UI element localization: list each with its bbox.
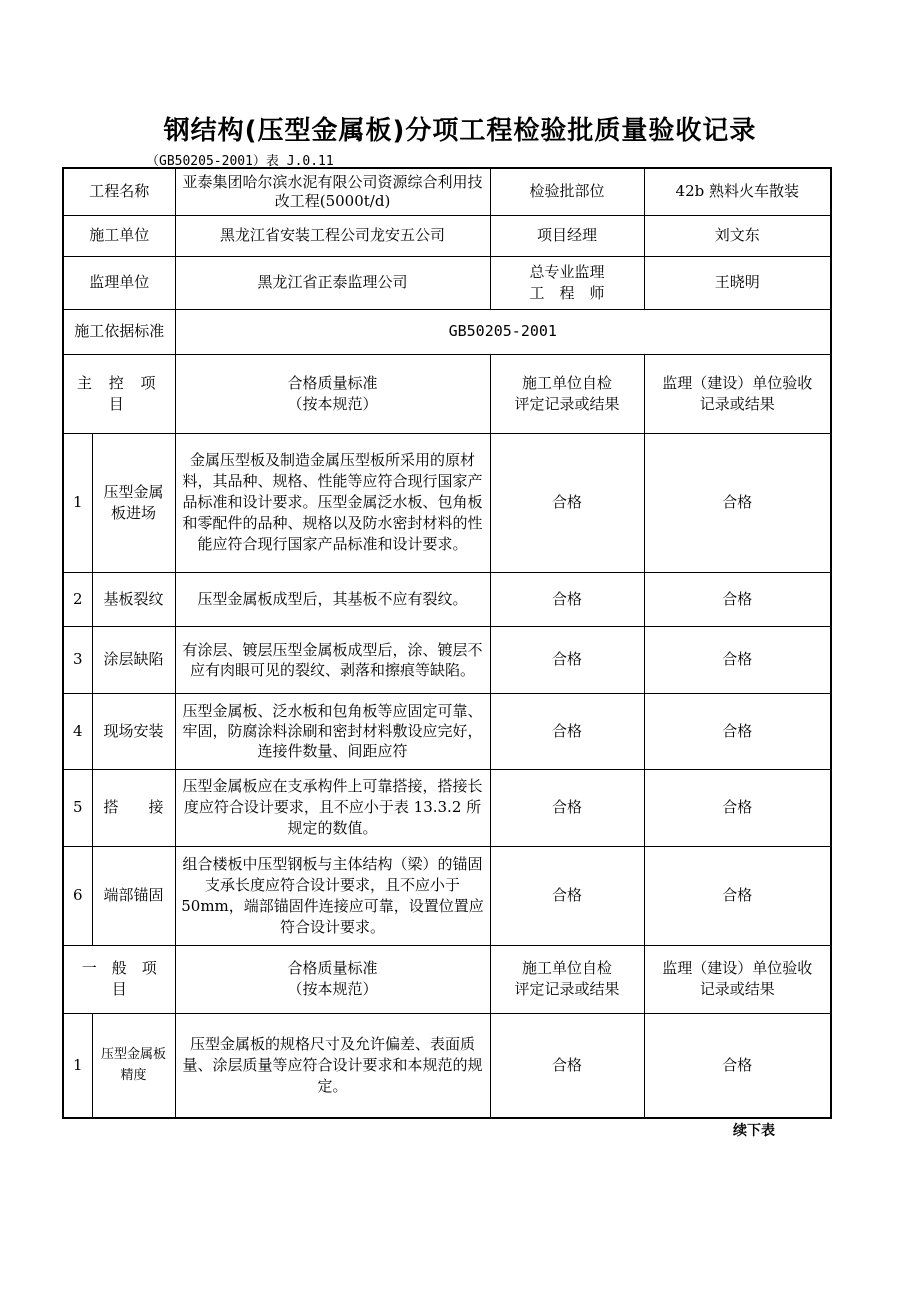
item-name: 搭 接 <box>92 769 175 846</box>
main-standard-header-line2: （按本规范） <box>287 394 378 413</box>
item-name: 基板裂纹 <box>92 572 175 626</box>
item-self-check-result: 合格 <box>490 846 644 945</box>
table-row <box>63 433 831 572</box>
item-number: 1 <box>63 433 92 572</box>
contractor-value: 黑龙江省安装工程公司龙安五公司 <box>175 215 490 256</box>
inspection-part-label: 检验批部位 <box>490 168 644 215</box>
general-standard-header <box>175 945 490 1013</box>
main-standard-header <box>175 354 490 433</box>
chief-engineer-label-line2: 工 程 师 <box>529 283 605 302</box>
table-row <box>63 846 831 945</box>
main-self-check-header <box>490 354 644 433</box>
table-row <box>63 693 831 769</box>
inspection-record-table <box>62 167 832 1119</box>
item-name: 现场安装 <box>92 693 175 769</box>
general-supervision-header-line2: 记录或结果 <box>699 980 775 998</box>
item-self-check-result: 合格 <box>490 693 644 769</box>
table-row <box>63 1013 831 1118</box>
item-number: 1 <box>63 1013 92 1118</box>
main-standard-header-line1: 合格质量标准 <box>287 373 378 392</box>
item-standard: 金属压型板及制造金属压型板所采用的原材料，其品种、规格、性能等应符合现行国家产品标准和设计要求。压型金属泛水板、包角板和零配件的品种、规格以及防水密封材料的性能应符合现行国家产品标准和设计要求。 <box>175 433 490 572</box>
general-self-check-header-line2: 评定记录或结果 <box>514 980 620 998</box>
table-row <box>63 626 831 693</box>
general-supervision-header <box>644 945 831 1013</box>
item-standard: 有涂层、镀层压型金属板成型后，涂、镀层不应有肉眼可见的裂纹、剥落和擦痕等缺陷。 <box>175 626 490 693</box>
item-standard: 压型金属板的规格尺寸及允许偏差、表面质量、涂层质量等应符合设计要求和本规范的规定。 <box>175 1013 490 1118</box>
item-standard: 压型金属板应在支承构件上可靠搭接，搭接长度应符合设计要求，且不应小于表 13.3.2 所规定的数值。 <box>175 769 490 846</box>
item-name: 涂层缺陷 <box>92 626 175 693</box>
supervisor-row <box>63 256 831 309</box>
main-supervision-header-line1: 监理（建设）单位验收 <box>662 373 813 392</box>
item-standard: 压型金属板成型后，其基板不应有裂纹。 <box>175 572 490 626</box>
item-name: 压型金属板精度 <box>92 1013 175 1118</box>
contractor-row <box>63 215 831 256</box>
table-row <box>63 572 831 626</box>
item-supervision-result: 合格 <box>644 626 831 693</box>
chief-engineer-label <box>490 256 644 309</box>
general-section-label: 一 般 项 目 <box>63 945 175 1013</box>
item-supervision-result: 合格 <box>644 769 831 846</box>
continue-note: 续下表 <box>733 1123 775 1139</box>
item-self-check-result: 合格 <box>490 626 644 693</box>
item-supervision-result: 合格 <box>644 846 831 945</box>
supervisor-value: 黑龙江省正泰监理公司 <box>175 256 490 309</box>
item-supervision-result: 合格 <box>644 693 831 769</box>
chief-engineer-value: 王晓明 <box>644 256 831 309</box>
main-self-check-header-line2: 评定记录或结果 <box>514 394 620 413</box>
form-code: （GB50205-2001）表 J.0.11 <box>146 154 334 169</box>
item-standard: 压型金属板、泛水板和包角板等应固定可靠、牢固，防腐涂料涂刷和密封材料敷设应完好，连接件数量、间距应符 <box>175 693 490 769</box>
project-manager-label: 项目经理 <box>490 215 644 256</box>
general-self-check-header-line1: 施工单位自检 <box>522 959 613 977</box>
inspection-part-value: 42b 熟料火车散装 <box>644 168 831 215</box>
general-standard-header-line2: （按本规范） <box>287 980 378 998</box>
general-header-row <box>63 945 831 1013</box>
item-supervision-result: 合格 <box>644 572 831 626</box>
standard-value: GB50205-2001 <box>175 309 831 354</box>
standard-label: 施工依据标准 <box>63 309 175 354</box>
item-number: 2 <box>63 572 92 626</box>
item-self-check-result: 合格 <box>490 1013 644 1118</box>
item-self-check-result: 合格 <box>490 769 644 846</box>
project-manager-value: 刘文东 <box>644 215 831 256</box>
contractor-label: 施工单位 <box>63 215 175 256</box>
main-control-header-row <box>63 354 831 433</box>
item-number: 3 <box>63 626 92 693</box>
general-standard-header-line1: 合格质量标准 <box>287 959 378 977</box>
item-self-check-result: 合格 <box>490 433 644 572</box>
general-self-check-header <box>490 945 644 1013</box>
item-number: 4 <box>63 693 92 769</box>
supervisor-label: 监理单位 <box>63 256 175 309</box>
item-name: 压型金属板进场 <box>92 433 175 572</box>
general-supervision-header-line1: 监理（建设）单位验收 <box>662 959 813 977</box>
project-name-value: 亚泰集团哈尔滨水泥有限公司资源综合利用技改工程(5000t/d) <box>175 168 490 215</box>
item-number: 5 <box>63 769 92 846</box>
item-standard: 组合楼板中压型钢板与主体结构（梁）的锚固支承长度应符合设计要求，且不应小于 50mm，端部锚固件连接应可靠，设置位置应符合设计要求。 <box>175 846 490 945</box>
chief-engineer-label-line1: 总专业监理 <box>529 262 605 281</box>
page-title: 钢结构(压型金属板)分项工程检验批质量验收记录 <box>163 116 757 146</box>
standard-row <box>63 309 831 354</box>
table-row <box>63 769 831 846</box>
item-self-check-result: 合格 <box>490 572 644 626</box>
main-control-section-label: 主 控 项 目 <box>63 354 175 433</box>
item-supervision-result: 合格 <box>644 433 831 572</box>
project-name-label: 工程名称 <box>63 168 175 215</box>
main-supervision-header-line2: 记录或结果 <box>699 394 775 413</box>
project-name-row <box>63 168 831 215</box>
item-name: 端部锚固 <box>92 846 175 945</box>
main-supervision-header <box>644 354 831 433</box>
item-supervision-result: 合格 <box>644 1013 831 1118</box>
main-self-check-header-line1: 施工单位自检 <box>522 373 613 392</box>
item-number: 6 <box>63 846 92 945</box>
